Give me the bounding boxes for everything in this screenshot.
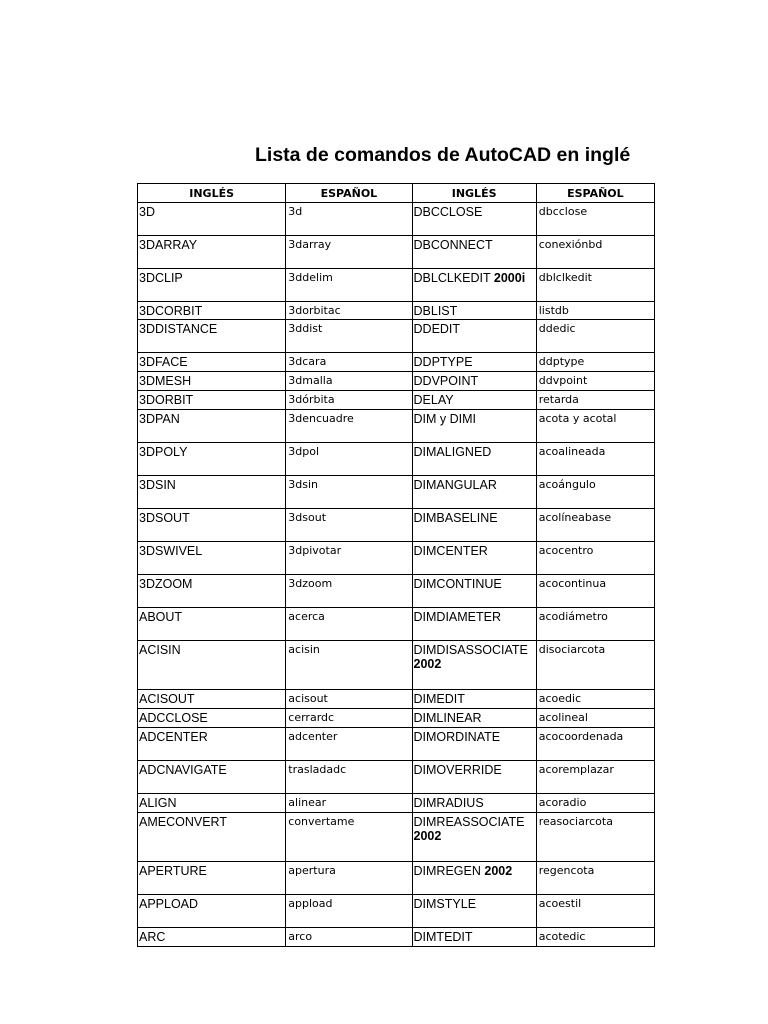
spanish-command-cell (536, 690, 654, 709)
command-text: DIMCONTINUE (413, 577, 502, 591)
spanish-command-cell (286, 728, 412, 761)
english-command-cell (138, 203, 286, 236)
english-command-cell (138, 509, 286, 542)
command-text: acisout (288, 692, 328, 705)
version-tag: 2002 (413, 657, 442, 671)
command-text: DIMDISASSOCIATE (413, 643, 528, 657)
version-tag: 2002 (413, 829, 442, 843)
spanish-command-cell (286, 476, 412, 509)
english-command-cell (412, 203, 536, 236)
english-command-cell (138, 269, 286, 302)
command-text: acoángulo (538, 478, 596, 491)
spanish-command-cell (536, 728, 654, 761)
command-text: DDEDIT (413, 322, 461, 336)
english-command-cell (412, 794, 536, 813)
spanish-command-cell (286, 236, 412, 269)
english-command-cell (138, 236, 286, 269)
spanish-command-cell (536, 862, 654, 895)
command-text: DIMANGULAR (413, 478, 497, 492)
spanish-command-cell (536, 353, 654, 372)
table-row (138, 203, 655, 236)
spanish-command-cell (536, 410, 654, 443)
spanish-command-cell (536, 236, 654, 269)
command-text: 3DMESH (139, 374, 192, 388)
english-command-cell (412, 353, 536, 372)
version-tag: 2000i (493, 271, 526, 285)
command-text: DIMTEDIT (413, 930, 473, 944)
command-text: acocoordenada (538, 730, 624, 743)
command-text: 3DZOOM (139, 577, 193, 591)
table-row (138, 443, 655, 476)
command-text: acolineal (538, 711, 588, 724)
command-text: 3dzoom (288, 577, 333, 590)
command-text: acodiámetro (538, 610, 608, 623)
english-command-cell (138, 391, 286, 410)
header-espanol-1: ESPAÑOL (286, 184, 412, 203)
spanish-command-cell (536, 320, 654, 353)
spanish-command-cell (286, 509, 412, 542)
command-text: acoestil (538, 897, 582, 910)
spanish-command-cell (286, 608, 412, 641)
spanish-command-cell (286, 862, 412, 895)
command-text: 3d (288, 205, 303, 218)
english-command-cell (412, 813, 536, 862)
command-text: 3dcara (288, 355, 327, 368)
command-text: DBLCLKEDIT (413, 271, 491, 285)
command-text: DIM y DIMI (413, 412, 477, 426)
command-text: APERTURE (139, 864, 207, 878)
command-text: reasociarcota (538, 815, 613, 828)
command-text: ddvpoint (538, 374, 588, 387)
command-text: DBCCLOSE (413, 205, 483, 219)
table-row (138, 575, 655, 608)
command-text: acisin (288, 643, 320, 656)
command-text: ABOUT (139, 610, 183, 624)
english-command-cell (412, 320, 536, 353)
command-text: 3dencuadre (288, 412, 354, 425)
table-row (138, 269, 655, 302)
spanish-command-cell (286, 443, 412, 476)
command-text: trasladadc (288, 763, 347, 776)
spanish-command-cell (286, 761, 412, 794)
command-text: ARC (139, 930, 166, 944)
command-text: acotedic (538, 930, 586, 943)
english-command-cell (412, 895, 536, 928)
table-row (138, 895, 655, 928)
english-command-cell (138, 608, 286, 641)
table-row (138, 761, 655, 794)
spanish-command-cell (536, 641, 654, 690)
spanish-command-cell (536, 608, 654, 641)
command-text: DIMSTYLE (413, 897, 477, 911)
english-command-cell (412, 509, 536, 542)
english-command-cell (138, 862, 286, 895)
header-ingles-2: INGLÉS (412, 184, 536, 203)
spanish-command-cell (536, 203, 654, 236)
command-text: DIMREGEN (413, 864, 481, 878)
command-text: 3dpol (288, 445, 320, 458)
command-text: listdb (538, 304, 569, 317)
english-command-cell (412, 690, 536, 709)
header-espanol-2: ESPAÑOL (536, 184, 654, 203)
command-text: 3DSOUT (139, 511, 190, 525)
command-text: ALIGN (139, 796, 177, 810)
english-command-cell (412, 476, 536, 509)
spanish-command-cell (536, 813, 654, 862)
table-row (138, 608, 655, 641)
command-text: DIMBASELINE (413, 511, 498, 525)
command-text: disociarcota (538, 643, 606, 656)
spanish-command-cell (286, 372, 412, 391)
command-text: acoalineada (538, 445, 606, 458)
spanish-command-cell (536, 476, 654, 509)
english-command-cell (412, 302, 536, 320)
spanish-command-cell (286, 813, 412, 862)
english-command-cell (138, 813, 286, 862)
command-text: acolíneabase (538, 511, 612, 524)
command-text: 3ddelim (288, 271, 333, 284)
english-command-cell (412, 928, 536, 947)
command-text: acoradio (538, 796, 587, 809)
table-row (138, 690, 655, 709)
command-text: 3dpivotar (288, 544, 342, 557)
english-command-cell (412, 443, 536, 476)
english-command-cell (412, 372, 536, 391)
english-command-cell (138, 641, 286, 690)
spanish-command-cell (286, 353, 412, 372)
spanish-command-cell (536, 509, 654, 542)
english-command-cell (138, 476, 286, 509)
english-command-cell (412, 410, 536, 443)
command-text: DIMDIAMETER (413, 610, 502, 624)
command-text: DIMCENTER (413, 544, 488, 558)
command-text: 3DCLIP (139, 271, 183, 285)
table-row (138, 320, 655, 353)
command-text: DBLIST (413, 304, 458, 318)
english-command-cell (138, 353, 286, 372)
english-command-cell (412, 391, 536, 410)
command-text: DIMALIGNED (413, 445, 492, 459)
command-text: DIMREASSOCIATE (413, 815, 525, 829)
command-text: acocontinua (538, 577, 607, 590)
spanish-command-cell (286, 203, 412, 236)
command-text: 3dórbita (288, 393, 335, 406)
spanish-command-cell (286, 641, 412, 690)
spanish-command-cell (286, 575, 412, 608)
table-row (138, 794, 655, 813)
command-text: DBCONNECT (413, 238, 493, 252)
spanish-command-cell (286, 709, 412, 728)
command-text: DIMEDIT (413, 692, 465, 706)
table-row (138, 728, 655, 761)
table-body (138, 203, 655, 947)
command-text: adcenter (288, 730, 338, 743)
command-text: arco (288, 930, 313, 943)
command-text: 3DPOLY (139, 445, 188, 459)
command-text: acocentro (538, 544, 594, 557)
commands-table (137, 183, 655, 947)
spanish-command-cell (536, 443, 654, 476)
table-row (138, 410, 655, 443)
command-text: DDPTYPE (413, 355, 473, 369)
table-row (138, 709, 655, 728)
command-text: cerrardc (288, 711, 335, 724)
english-command-cell (412, 709, 536, 728)
command-text: ADCNAVIGATE (139, 763, 227, 777)
spanish-command-cell (536, 372, 654, 391)
command-text: 3DFACE (139, 355, 188, 369)
spanish-command-cell (536, 895, 654, 928)
command-text: retarda (538, 393, 579, 406)
english-command-cell (412, 761, 536, 794)
command-text: dbcclose (538, 205, 588, 218)
spanish-command-cell (536, 302, 654, 320)
command-text: DDVPOINT (413, 374, 479, 388)
table-row (138, 353, 655, 372)
spanish-command-cell (286, 690, 412, 709)
command-text: DIMLINEAR (413, 711, 482, 725)
spanish-command-cell (286, 794, 412, 813)
spanish-command-cell (536, 761, 654, 794)
english-command-cell (138, 928, 286, 947)
command-text: 3DSWIVEL (139, 544, 203, 558)
command-text: ACISOUT (139, 692, 195, 706)
command-text: ACISIN (139, 643, 181, 657)
table-row (138, 862, 655, 895)
command-text: 3DPAN (139, 412, 180, 426)
english-command-cell (138, 542, 286, 575)
command-text: DIMORDINATE (413, 730, 501, 744)
spanish-command-cell (286, 302, 412, 320)
table-row (138, 372, 655, 391)
spanish-command-cell (536, 542, 654, 575)
spanish-command-cell (286, 269, 412, 302)
english-command-cell (138, 410, 286, 443)
command-text: 3ddist (288, 322, 323, 335)
english-command-cell (412, 542, 536, 575)
command-text: 3dmalla (288, 374, 333, 387)
spanish-command-cell (536, 269, 654, 302)
command-text: dblclkedit (538, 271, 592, 284)
command-text: acerca (288, 610, 325, 623)
english-command-cell (138, 728, 286, 761)
command-text: 3dorbitac (288, 304, 341, 317)
spanish-command-cell (286, 391, 412, 410)
table-row (138, 641, 655, 690)
command-text: ddptype (538, 355, 585, 368)
english-command-cell (138, 794, 286, 813)
command-text: ADCENTER (139, 730, 208, 744)
command-text: acota y acotal (538, 412, 617, 425)
command-text: acoremplazar (538, 763, 614, 776)
table-row (138, 476, 655, 509)
command-text: DIMRADIUS (413, 796, 484, 810)
command-text: 3DSIN (139, 478, 176, 492)
spanish-command-cell (286, 410, 412, 443)
table-row (138, 391, 655, 410)
spanish-command-cell (536, 391, 654, 410)
command-text: appload (288, 897, 333, 910)
command-text: alinear (288, 796, 327, 809)
command-text: conexiónbd (538, 238, 603, 251)
command-text: apertura (288, 864, 336, 877)
command-text: 3DARRAY (139, 238, 198, 252)
spanish-command-cell (536, 928, 654, 947)
english-command-cell (412, 728, 536, 761)
spanish-command-cell (286, 895, 412, 928)
command-text: 3DDISTANCE (139, 322, 218, 336)
spanish-command-cell (536, 575, 654, 608)
english-command-cell (412, 236, 536, 269)
command-text: 3DORBIT (139, 393, 194, 407)
header-ingles-1: INGLÉS (138, 184, 286, 203)
english-command-cell (138, 690, 286, 709)
english-command-cell (412, 269, 536, 302)
command-text: DIMOVERRIDE (413, 763, 502, 777)
command-text: ADCCLOSE (139, 711, 208, 725)
english-command-cell (138, 709, 286, 728)
table-row (138, 542, 655, 575)
english-command-cell (412, 608, 536, 641)
table-row (138, 509, 655, 542)
table-row (138, 928, 655, 947)
english-command-cell (138, 443, 286, 476)
command-text: DELAY (413, 393, 454, 407)
command-text: 3darray (288, 238, 332, 251)
command-text: ddedic (538, 322, 576, 335)
english-command-cell (138, 320, 286, 353)
english-command-cell (138, 302, 286, 320)
spanish-command-cell (536, 709, 654, 728)
english-command-cell (138, 895, 286, 928)
english-command-cell (138, 575, 286, 608)
spanish-command-cell (286, 928, 412, 947)
command-text: regencota (538, 864, 595, 877)
english-command-cell (412, 862, 536, 895)
command-text: 3D (139, 205, 155, 219)
english-command-cell (138, 372, 286, 391)
english-command-cell (412, 641, 536, 690)
command-text: 3dsin (288, 478, 319, 491)
spanish-command-cell (286, 320, 412, 353)
command-text: acoedic (538, 692, 582, 705)
command-text: APPLOAD (139, 897, 199, 911)
spanish-command-cell (536, 794, 654, 813)
version-tag: 2002 (484, 864, 513, 878)
command-text: 3DCORBIT (139, 304, 203, 318)
table-header-row (138, 184, 655, 203)
command-text: 3dsout (288, 511, 327, 524)
table-row (138, 302, 655, 320)
command-text: AMECONVERT (139, 815, 227, 829)
page-title: Lista de comandos de AutoCAD en inglé (255, 144, 631, 166)
table-row (138, 236, 655, 269)
english-command-cell (412, 575, 536, 608)
table-row (138, 813, 655, 862)
english-command-cell (138, 761, 286, 794)
spanish-command-cell (286, 542, 412, 575)
command-text: convertame (288, 815, 355, 828)
